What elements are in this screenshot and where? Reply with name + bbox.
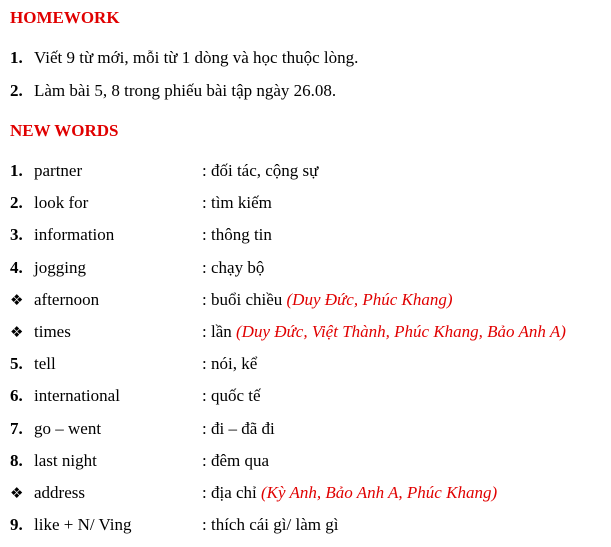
vocab-meaning-text: : quốc tế <box>202 386 261 405</box>
vocab-meaning <box>202 257 264 279</box>
vocab-note: (Duy Đức, Việt Thành, Phúc Khang, Bảo Anh A) <box>236 322 566 341</box>
vocab-item-number: 6. <box>10 386 23 405</box>
vocab-word: partner <box>34 161 83 180</box>
homework-item-number: 2. <box>10 81 23 100</box>
vocab-meaning <box>202 321 566 343</box>
vocab-meaning <box>202 482 497 504</box>
vocab-meaning-text: : buổi chiều <box>202 290 283 309</box>
vocab-item-number: 8. <box>10 451 23 470</box>
vocab-item-number: 2. <box>10 193 23 212</box>
vocab-item-number: 7. <box>10 419 23 438</box>
homework-item-number: 1. <box>10 48 23 67</box>
vocab-word: look for <box>34 193 89 212</box>
diamond-bullet-icon: ❖ <box>10 323 24 341</box>
vocab-meaning <box>202 418 275 440</box>
vocab-meaning <box>202 514 338 536</box>
vocab-note: (Duy Đức, Phúc Khang) <box>286 290 453 309</box>
vocab-word: international <box>34 386 120 405</box>
new-words-heading: NEW WORDS <box>10 121 119 140</box>
vocab-word: address <box>34 483 85 502</box>
vocab-word: times <box>34 322 71 341</box>
vocab-meaning <box>202 385 261 407</box>
vocab-meaning-text: : thích cái gì/ làm gì <box>202 515 339 534</box>
vocab-meaning-text: : chạy bộ <box>202 258 265 277</box>
vocab-word: jogging <box>34 258 86 277</box>
vocab-meaning-text: : tìm kiếm <box>202 193 272 212</box>
vocab-meaning-text: : nói, kể <box>202 354 258 373</box>
homework-heading: HOMEWORK <box>10 8 120 27</box>
diamond-bullet-icon: ❖ <box>10 291 24 309</box>
vocab-note: (Kỳ Anh, Bảo Anh A, Phúc Khang) <box>261 483 498 502</box>
vocab-meaning-text: : đối tác, cộng sự <box>202 161 319 180</box>
vocab-meaning <box>202 192 272 214</box>
vocab-meaning <box>202 450 269 472</box>
vocab-word: go – went <box>34 419 102 438</box>
homework-item-text: Viết 9 từ mới, mỗi từ 1 dòng và học thuộc lòng. <box>34 48 359 67</box>
vocab-word: like + N/ Ving <box>34 515 132 534</box>
vocab-meaning-text: : đi – đã đi <box>202 419 275 438</box>
vocab-meaning-text: : đêm qua <box>202 451 270 470</box>
vocab-meaning-text: : lần <box>202 322 232 341</box>
vocab-meaning <box>202 353 257 375</box>
vocab-item-number: 4. <box>10 258 23 277</box>
vocab-item-number: 3. <box>10 225 23 244</box>
vocab-meaning <box>202 289 453 311</box>
vocab-word: last night <box>34 451 97 470</box>
vocab-meaning <box>202 160 318 182</box>
vocab-item-number: 5. <box>10 354 23 373</box>
vocab-word: afternoon <box>34 290 100 309</box>
vocab-meaning-text: : địa chỉ <box>202 483 257 502</box>
vocab-item-number: 1. <box>10 161 23 180</box>
vocab-meaning <box>202 224 272 246</box>
vocab-item-number: 9. <box>10 515 23 534</box>
vocab-word: tell <box>34 354 56 373</box>
vocab-meaning-text: : thông tin <box>202 225 272 244</box>
homework-item-text: Làm bài 5, 8 trong phiếu bài tập ngày 26.08. <box>34 81 337 100</box>
diamond-bullet-icon: ❖ <box>10 484 24 502</box>
vocab-word: information <box>34 225 115 244</box>
